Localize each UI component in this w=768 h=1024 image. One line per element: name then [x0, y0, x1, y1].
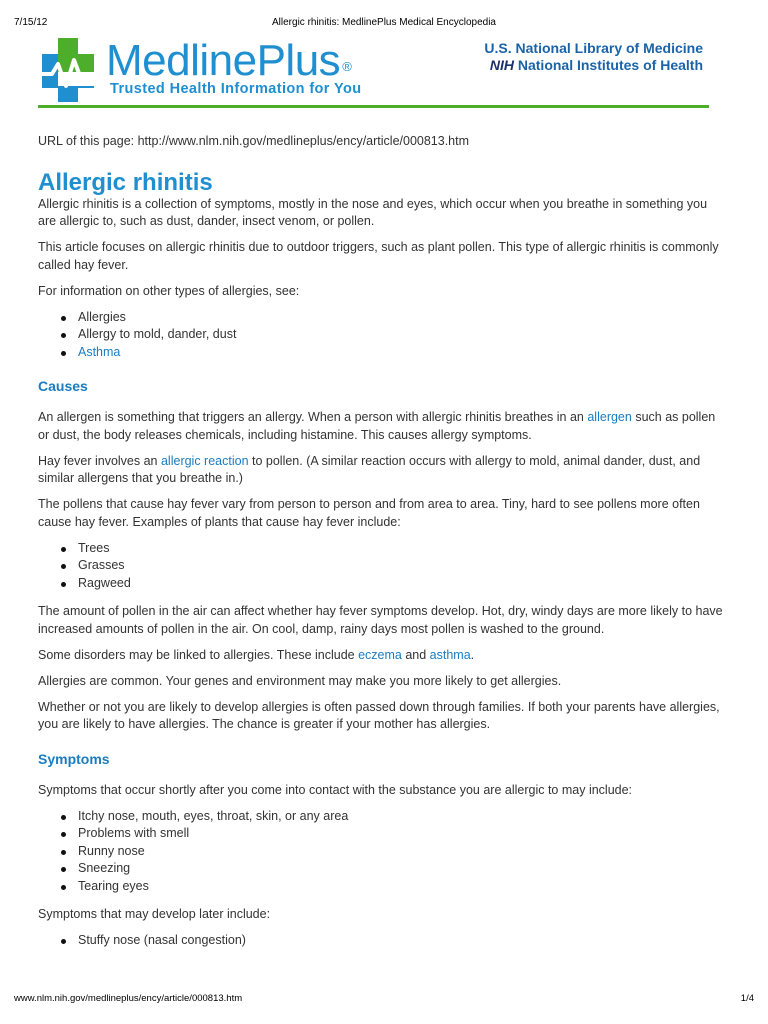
later-symptoms-list [38, 932, 728, 950]
list-item[interactable]: Tearing eyes [78, 878, 728, 896]
eczema-link[interactable]: eczema [358, 647, 402, 662]
medlineplus-logo-icon [36, 36, 100, 104]
intro-paragraph-3: For information on other types of allergies, see: [38, 283, 300, 298]
print-date: 7/15/12 [14, 17, 48, 28]
plants-list [38, 540, 728, 593]
article-content [38, 133, 728, 961]
nih-abbr: NIH [489, 57, 514, 73]
asthma-link[interactable]: asthma [429, 647, 471, 662]
list-item[interactable]: Allergies [78, 309, 728, 327]
list-item: Trees [78, 540, 728, 558]
article-title: Allergic rhinitis [38, 168, 213, 196]
causes-heading: Causes [38, 378, 88, 394]
causes-paragraph-1: An allergen is something that triggers an allergy. When a person with allergic rhinitis breathes in an allergen such as pollen or dust, the body releases chemicals, including histamine. This causes allergy symptoms. [38, 410, 716, 442]
logo-wordmark[interactable]: MedlinePlus ® [106, 36, 352, 85]
list-item[interactable]: Runny nose [78, 843, 728, 861]
list-item: Itchy nose, mouth, eyes, throat, skin, or any area [78, 808, 728, 826]
header-divider [38, 105, 709, 108]
page-url: URL of this page: http://www.nlm.nih.gov/medlineplus/ency/article/000813.htm [38, 134, 470, 148]
causes-paragraph-6: Allergies are common. Your genes and environment may make you more likely to get allergies. [38, 673, 562, 688]
causes-paragraph-2: Hay fever involves an allergic reaction to pollen. (A similar reaction occurs with allergy to mold, animal dander, dust, and similar allergens that you breathe in.) [38, 453, 701, 485]
nlm-name: U.S. National Library of Medicine [484, 40, 703, 56]
nih-name: NIH National Institutes of Health [489, 57, 703, 73]
list-item[interactable]: Sneezing [78, 860, 728, 878]
print-page-title: Allergic rhinitis: MedlinePlus Medical Encyclopedia [272, 17, 496, 28]
symptoms-paragraph-2: Symptoms that may develop later include: [38, 907, 271, 921]
causes-paragraph-5: Some disorders may be linked to allergies. These include eczema and asthma. [38, 647, 475, 662]
list-item: Grasses [78, 557, 728, 575]
list-item[interactable]: Allergy to mold, dander, dust [78, 326, 728, 344]
symptoms-heading: Symptoms [38, 750, 110, 767]
symptoms-paragraph-1: Symptoms that occur shortly after you come into contact with the substance you are allergic to may include: [38, 782, 633, 797]
allergic-reaction-link[interactable]: allergic reaction [160, 453, 249, 468]
list-item[interactable]: Asthma [78, 344, 728, 362]
stuffy-nose-link[interactable]: Stuffy nose [78, 933, 141, 947]
causes-paragraph-7: Whether or not you are likely to develop allergies is often passed down through families. If both your parents have allergies, you are likely to have allergies. The chance is greater if your mother has allergies. [38, 699, 720, 731]
list-item: Ragweed [78, 575, 728, 593]
see-also-list [38, 309, 728, 362]
list-item: Stuffy nose (nasal congestion) [78, 932, 728, 950]
early-symptoms-list [38, 808, 728, 896]
intro-paragraph-2: This article focuses on allergic rhinitis due to outdoor triggers, such as plant pollen. This type of allergic rhinitis is commonly called hay fever. [38, 240, 719, 272]
list-item[interactable]: Problems with smell [78, 825, 728, 843]
allergen-link[interactable]: allergen [587, 410, 632, 424]
print-footer-url: www.nlm.nih.gov/medlineplus/ency/article/000813.htm [14, 993, 243, 1004]
causes-paragraph-4: The amount of pollen in the air can affect whether hay fever symptoms develop. Hot, dry, windy days are more likely to have increased amounts of pollen in the air. On cool, damp, rainy days most pollen is washed to the ground. [38, 604, 723, 636]
nlm-nih-header[interactable] [430, 40, 703, 74]
logo-tagline: Trusted Health Information for You [110, 81, 362, 97]
causes-paragraph-3: The pollens that cause hay fever vary from person to person and from area to area. Tiny, hard to see pollens more often cause hay fever. Examples of plants that cause hay fever include: [38, 497, 700, 529]
print-page-number: 1/4 [740, 993, 754, 1004]
intro-paragraph-1: Allergic rhinitis is a collection of symptoms, mostly in the nose and eyes, which occur when you breathe in something you are allergic to, such as dust, dander, insect venom, or pollen. [38, 196, 708, 228]
